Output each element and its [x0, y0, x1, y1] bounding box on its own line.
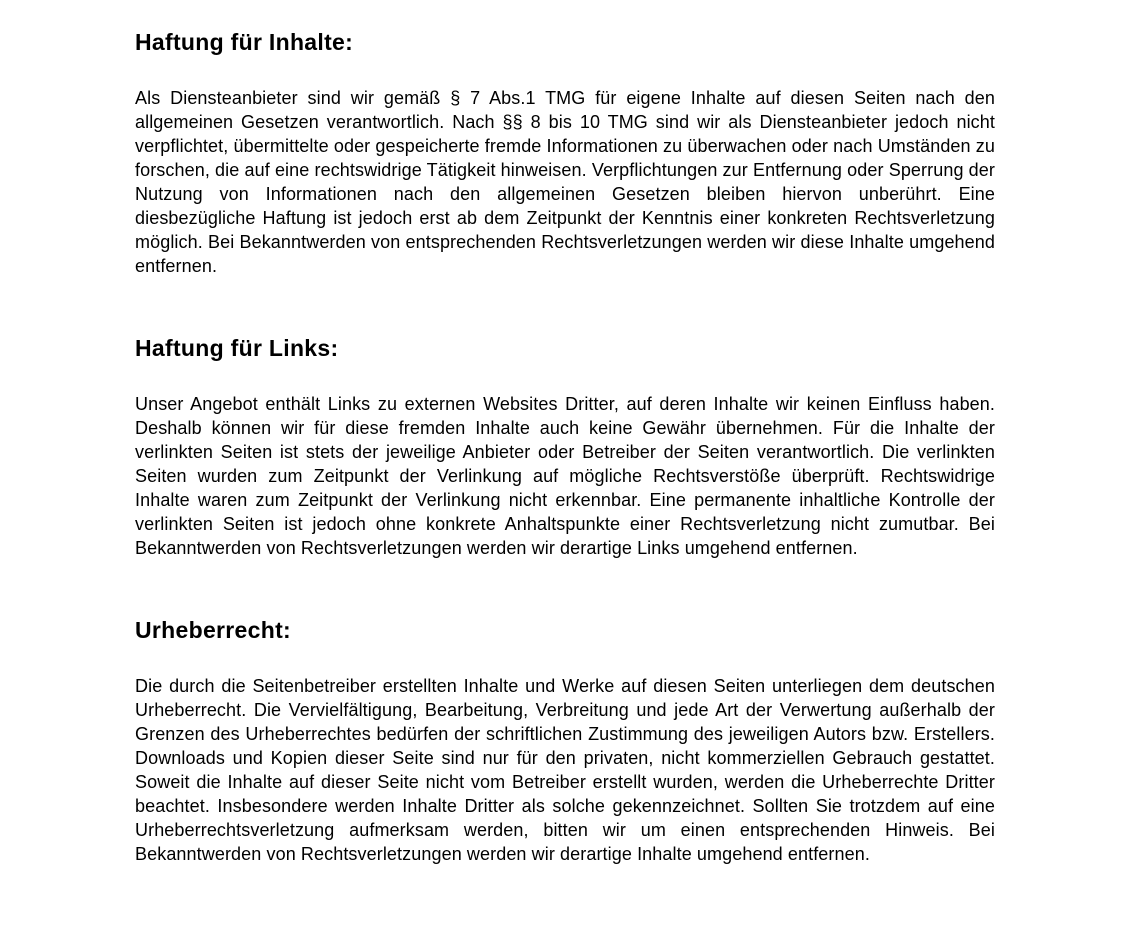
section-heading-haftung-fuer-inhalte: Haftung für Inhalte:	[135, 29, 354, 55]
section-paragraph-haftung-fuer-inhalte: Als Diensteanbieter sind wir gemäß § 7 Abs.1 TMG für eigene Inhalte auf diesen Seiten nach den allgemeinen Gesetzen verantwortlich. Nach §§ 8 bis 10 TMG sind wir als Diensteanbieter jedoch nicht verpflichtet, übermittelte oder gespeicherte fremde Informationen zu überwachen oder nach Umständen zu forschen, die auf eine rechtswidrige Tätigkeit hinweisen. Verpflichtungen zur Entfernung oder Sperrung der Nutzung von Informationen nach den allgemeinen Gesetzen bleiben hiervon unberührt. Eine diesbezügliche Haftung ist jedoch erst ab dem Zeitpunkt der Kenntnis einer konkreten Rechtsverletzung möglich. Bei Bekanntwerden von entsprechenden Rechtsverletzungen werden wir diese Inhalte umgehend entfernen.	[135, 88, 995, 276]
section-haftung-fuer-links	[135, 334, 995, 560]
section-paragraph-haftung-fuer-links: Unser Angebot enthält Links zu externen Websites Dritter, auf deren Inhalte wir keinen Einfluss haben. Deshalb können wir für diese fremden Inhalte auch keine Gewähr übernehmen. Für die Inhalte der verlinkten Seiten ist stets der jeweilige Anbieter oder Betreiber der Seiten verantwortlich. Die verlinkten Seiten wurden zum Zeitpunkt der Verlinkung auf mögliche Rechtsverstöße überprüft. Rechtswidrige Inhalte waren zum Zeitpunkt der Verlinkung nicht erkennbar. Eine permanente inhaltliche Kontrolle der verlinkten Seiten ist jedoch ohne konkrete Anhaltspunkte einer Rechtsverletzung nicht zumutbar. Bei Bekanntwerden von Rechtsverletzungen werden wir derartige Links umgehend entfernen.	[135, 394, 995, 558]
section-heading-urheberrecht: Urheberrecht:	[135, 617, 291, 643]
section-haftung-fuer-inhalte	[135, 28, 995, 278]
section-urheberrecht	[135, 616, 995, 866]
section-heading-haftung-fuer-links: Haftung für Links:	[135, 335, 339, 361]
section-paragraph-urheberrecht: Die durch die Seitenbetreiber erstellten Inhalte und Werke auf diesen Seiten unterliegen dem deutschen Urheberrecht. Die Vervielfältigung, Bearbeitung, Verbreitung und jede Art der Verwertung außerhalb der Grenzen des Urheberrechtes bedürfen der schriftlichen Zustimmung des jeweiligen Autors bzw. Erstellers. Downloads und Kopien dieser Seite sind nur für den privaten, nicht kommerziellen Gebrauch gestattet. Soweit die Inhalte auf dieser Seite nicht vom Betreiber erstellt wurden, werden die Urheberrechte Dritter beachtet. Insbesondere werden Inhalte Dritter als solche gekennzeichnet. Sollten Sie trotzdem auf eine Urheberrechtsverletzung aufmerksam werden, bitten wir um einen entsprechenden Hinweis. Bei Bekanntwerden von Rechtsverletzungen werden wir derartige Inhalte umgehend entfernen.	[135, 676, 995, 864]
